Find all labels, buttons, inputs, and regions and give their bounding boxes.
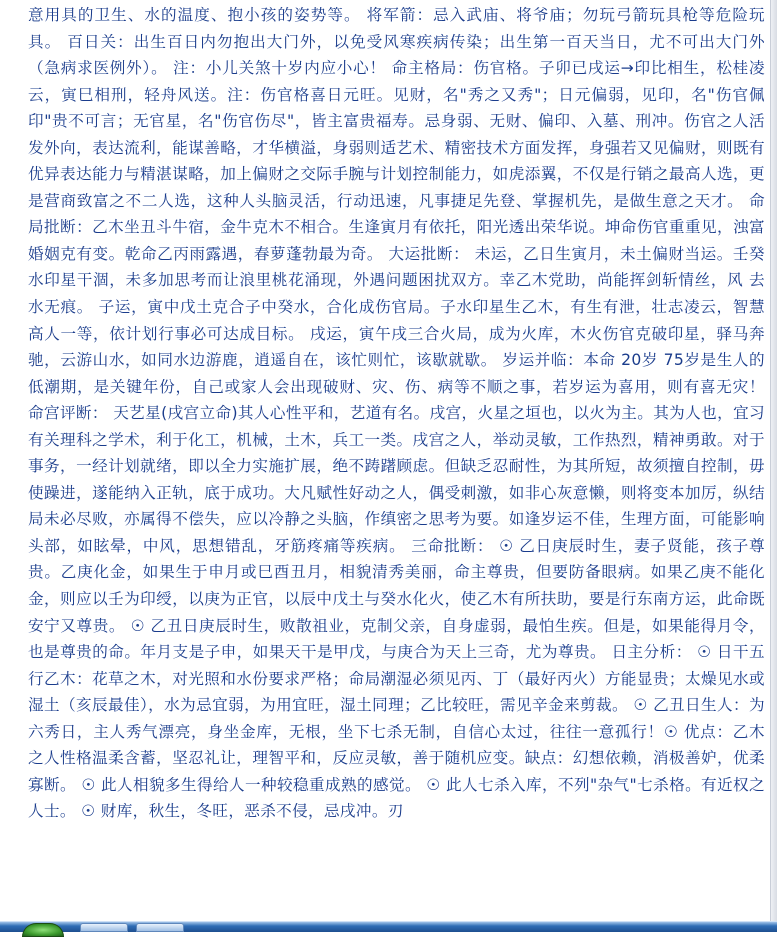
taskbar-button[interactable] — [80, 923, 128, 932]
taskbar — [0, 921, 777, 932]
taskbar-button[interactable] — [136, 923, 184, 932]
start-button[interactable] — [22, 923, 64, 937]
document-body-text: 意用具的卫生、水的温度、抱小孩的姿势等。 将军箭：忌入武庙、将爷庙；勿玩弓箭玩具枪等危险玩具。 百日关：出生百日内勿抱出大门外，以免受风寒疾病传染；出生第一百天当日，尤不可出大门外（急病求医例外）。 注：小儿关煞十岁内应小心！ 命主格局：伤官格。子卯已戌运→印比相生，松桂凌云，寅巳相刑，轻舟风送。注：伤官格喜日元旺。见财，名"秀之又秀"；日元偏弱，见印，名"伤官佩印"贵不可言；无官星，名"伤官伤尽"，皆主富贵福寿。忌身弱、无财、偏印、入墓、刑冲。伤官之人活发外向，表达流利，能谋善略，才华横溢，身弱则适艺术、精密技术方面发挥，身强若又见偏财，则既有优异表达能力与精湛谋略，加上偏财之交际手腕与计划控制能力，如虎添翼，不仅是行销之最高人选，更是营商致富之不二人选，这种人头脑灵活，行动迅速，凡事捷足先登、掌握机先，是做生意之天才。 命局批断：乙木坐丑斗牛宿，金牛克木不相合。生逢寅月有依托，阳光透出荣华说。坤命伤官重重见，浊富婚姻克有变。乾命乙丙雨露遇，春萝蓬勃最为奇。 大运批断： 未运，乙日生寅月，未土偏财当运。壬癸水印星干涸，未多加思考而让浪里桃花涌现，外遇问题困扰双方。幸乙木党助，尚能挥剑斩情丝，风 去水无痕。 子运，寅中戊土克合子中癸水，合化成伤官局。子水印星生乙木，有生有泄，壮志凌云，智慧高人一等，依计划行事必可达成目标。 戌运，寅午戌三合火局，成为火库，木火伤官克破印星，驿马奔驰，云游山水，如同水边游鹿，逍遥自在，该忙则忙，该歇就歇。 岁运并临：本命 20岁 75岁是生人的低潮期，是关键年份，自己或家人会出现破财、灾、伤、病等不顺之事，若岁运为喜用，则有喜无灾！ 命宫评断： 天艺星(戌宫立命)其人心性平和，艺道有名。戌宫，火星之垣也，以火为主。其为人也，宜习有关理科之学术，利于化工，机械，土木，兵工一类。戌宫之人，举动灵敏，工作热烈，精神勇敢。对于事务，一经计划就绪，即以全力实施扩展，绝不踌躇顾虑。但缺乏忍耐性，为其所短，故须擅自控制，毋使躁进，遂能纳入正轨，底于成功。大凡赋性好动之人，偶受刺激，如非心灰意懒，则将变本加厉，纵结局未必尽败，亦属得不偿失，应以冷静之头脑，作缜密之思考为要。如逢岁运不佳，生理方面，可能影响头部，如眩晕，中风，思想错乱，牙筋疼痛等疾病。 三命批断： ☉ 乙日庚辰时生，妻子贤能，孩子尊贵。乙庚化金，如果生于申月或巳酉丑月，相貌清秀美丽，命主尊贵，但要防备眼病。如果乙庚不能化金，则应以壬为印绶，以庚为正官，以辰中戊土与癸水化火，使乙木有所扶助，要是行东南方运，此命既安宁又尊贵。 ☉ 乙丑日庚辰时生，败散祖业，克制父亲，自身虚弱，最怕生疾。但是，如果能得月令，也是尊贵的命。年月支是子申，如果天干是甲戊，与庚合为天上三奇，尤为尊贵。 日主分析： ☉ 日干五行乙木：花草之木，对光照和水份要求严格；命局潮湿必须见丙、丁（最好丙火）方能显贵；太燥见水或湿土（亥辰最佳），水为忌宜弱，为用宜旺，湿土同理；乙比较旺，需见辛金来剪裁。 ☉ 乙丑日生人：为六秀日，主人秀气漂亮，身坐金库，无根，坐下七杀无制，自信心太过，往往一意孤行！☉ 优点：乙木之人性格温柔含蓄，坚忍礼让，理智平和，反应灵敏，善于随机应变。缺点：幻想依赖，消极善妒，优柔寡断。 ☉ 此人相貌多生得给人一种较稳重成熟的感觉。 ☉ 此人七杀入库，不列"杂气"七杀格。有近权之人士。 ☉ 财库，秋生，冬旺，恶杀不侵，忌戌冲。刃 — [28, 6, 765, 821]
window-right-edge[interactable] — [770, 0, 777, 922]
